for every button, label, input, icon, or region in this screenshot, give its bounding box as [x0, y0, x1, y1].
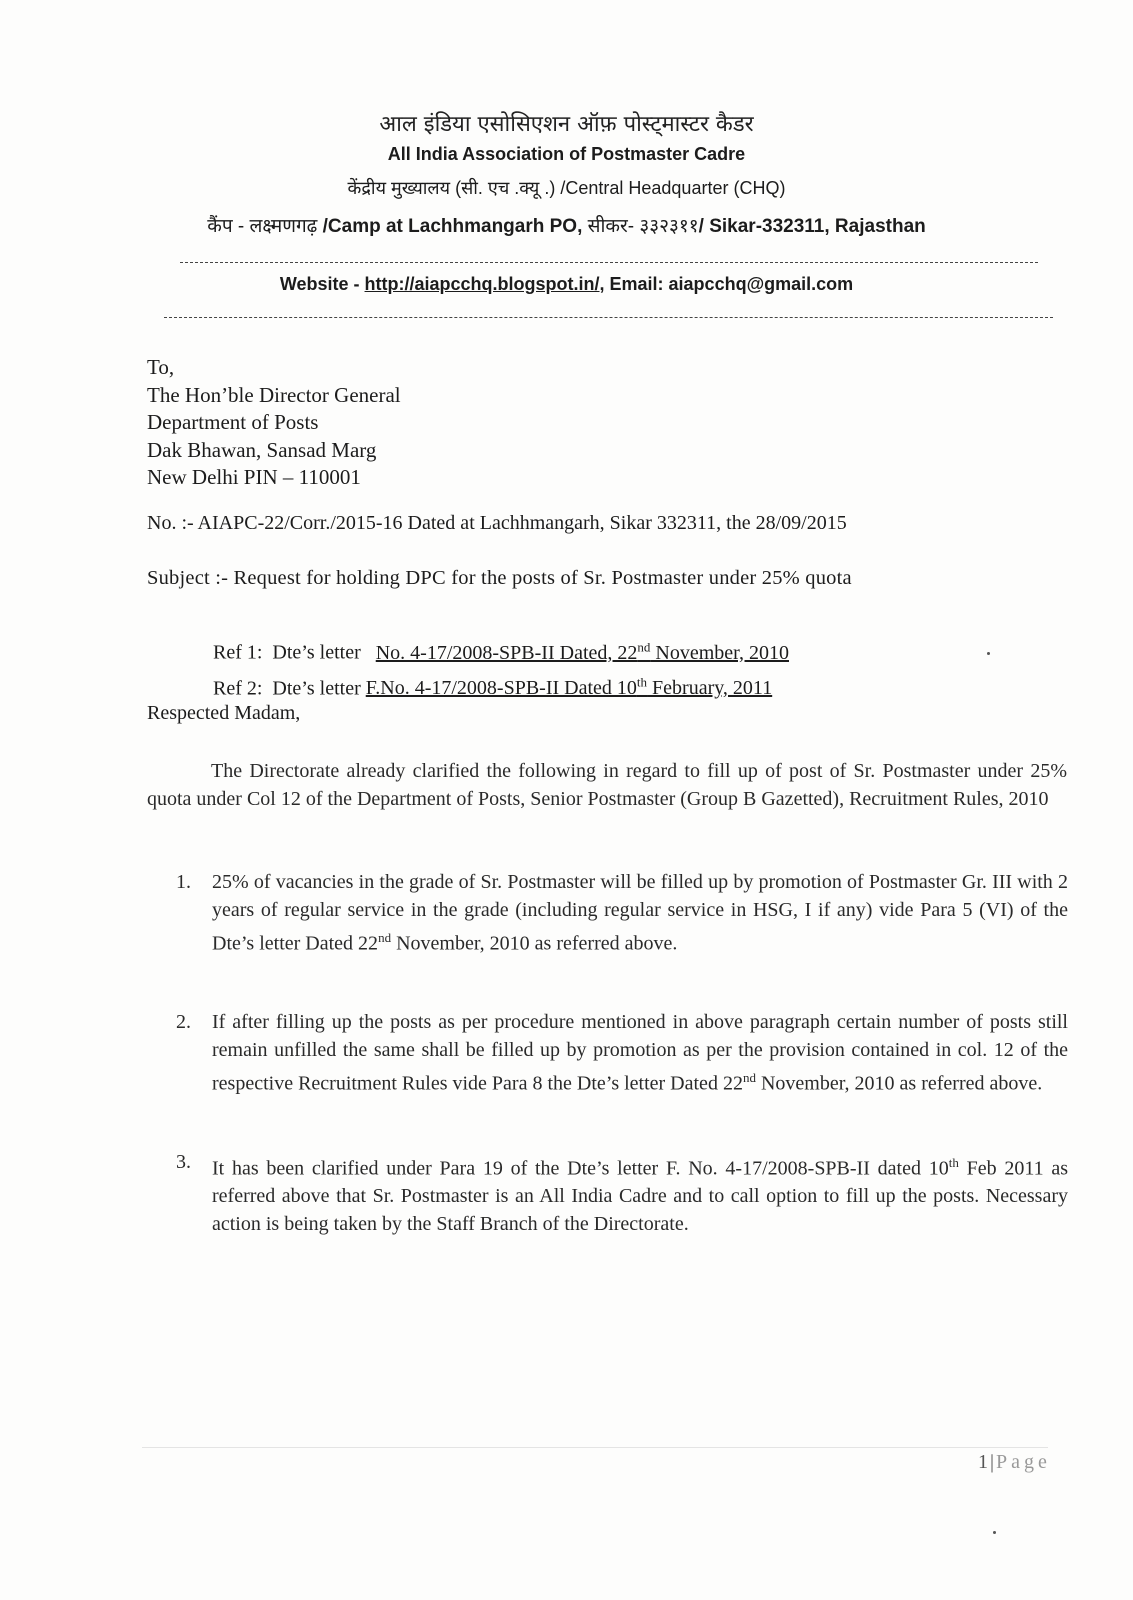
- association-name-hindi: आल इंडिया एसोसिएशन ऑफ़ पोस्ट्मास्टर कैडर: [379, 112, 754, 137]
- header-divider-top: [180, 262, 1038, 263]
- contact-line: [0, 274, 1133, 295]
- website-link[interactable]: http://aiapcchq.blogspot.in/: [364, 274, 600, 294]
- subject-line: Subject :- Request for holding DPC for the posts of Sr. Postmaster under 25% quota: [147, 567, 852, 589]
- headquarter-line: [0, 176, 1133, 200]
- list-number: 2.: [176, 1011, 191, 1033]
- to-label: To,: [147, 355, 175, 379]
- list-item: [176, 869, 1068, 958]
- header-divider-bottom: [164, 317, 1053, 318]
- ref-text: F.No. 4-17/2008-SPB-II Dated 10th February, 2011: [365, 674, 773, 700]
- intro-text: The Directorate already clarified the following in regard to fill up of post of Sr. Postmaster under 25% quota under Col 12 of the Department of Posts, Senior Postmaster (Group B Gazetted), Recruitment Rules, 2010: [147, 760, 1067, 810]
- list-text: If after filling up the posts as per procedure mentioned in above paragraph certain number of posts still remain unfilled the same shall be filled up by promotion as per the provision contained in col. 12 of the respective Recruitment Rules vide Para 8 the Dte’s letter Dated 22nd November, 2010 as referred above.: [212, 1011, 1068, 1095]
- sikar-english: / Sikar-332311, Rajasthan: [698, 216, 926, 237]
- association-name-english: All India Association of Postmaster Cadre: [387, 144, 746, 164]
- ref-label: Ref 1: Dte’s letter: [213, 641, 376, 664]
- camp-hindi: कैंप - लक्ष्मणगढ़: [207, 216, 323, 237]
- intro-paragraph: [147, 758, 1067, 813]
- scan-speck: [987, 652, 990, 655]
- camp-english: /Camp at Lachhmangarh PO,: [322, 216, 588, 237]
- scan-speck: [993, 1531, 996, 1534]
- salutation: Respected Madam,: [147, 702, 301, 724]
- list-text: It has been clarified under Para 19 of the Dte’s letter F. No. 4-17/2008-SPB-II dated 10th Feb 2011 as referred above that Sr. Postmaster is an All India Cadre and to call option to fill up the posts. Necessary action is being taken by the Staff Branch of the Directorate.: [212, 1155, 1068, 1235]
- email-text: , Email: aiapcchq@gmail.com: [599, 274, 854, 294]
- sikar-hindi: सीकर- ३३२३११: [587, 216, 699, 237]
- list-item: [176, 1149, 1068, 1238]
- page-separator: |: [990, 1451, 997, 1473]
- hq-english: /Central Headquarter (CHQ): [555, 178, 786, 198]
- recipient-line: Dak Bhawan, Sansad Marg: [147, 437, 377, 462]
- camp-address-line: [0, 212, 1133, 238]
- page-number-value: 1: [978, 1451, 990, 1473]
- list-number: 3.: [176, 1151, 191, 1173]
- reference-item: [213, 668, 789, 704]
- hq-hindi: केंद्रीय मुख्यालय (सी. एच .क्यू .): [347, 178, 556, 198]
- list-number: 1.: [176, 871, 191, 893]
- footer-divider: [142, 1447, 1048, 1448]
- page-number: [978, 1451, 1051, 1474]
- ref-label: Ref 2: Dte’s letter: [213, 677, 366, 700]
- ref-text: No. 4-17/2008-SPB-II Dated, 22nd November, 2010: [375, 639, 789, 664]
- references-block: [213, 632, 789, 703]
- recipient-block: [147, 354, 401, 492]
- page-word: Page: [996, 1451, 1051, 1473]
- website-label: Website -: [279, 274, 365, 294]
- reference-item: [213, 632, 789, 668]
- list-item: [176, 1009, 1068, 1098]
- recipient-line: New Delhi PIN – 110001: [147, 465, 361, 489]
- recipient-line: Department of Posts: [147, 410, 319, 434]
- recipient-line: The Hon’ble Director General: [147, 382, 401, 407]
- list-text: 25% of vacancies in the grade of Sr. Postmaster will be filled up by promotion of Postmaster Gr. III with 2 years of regular service in the grade (including regular service in HSG, I if any) vide Para 5 (VI) of the Dte’s letter Dated 22nd November, 2010 as referred above.: [212, 871, 1068, 955]
- reference-number-line: No. :- AIAPC-22/Corr./2015-16 Dated at Lachhmangarh, Sikar 332311, the 28/09/2015: [147, 512, 847, 534]
